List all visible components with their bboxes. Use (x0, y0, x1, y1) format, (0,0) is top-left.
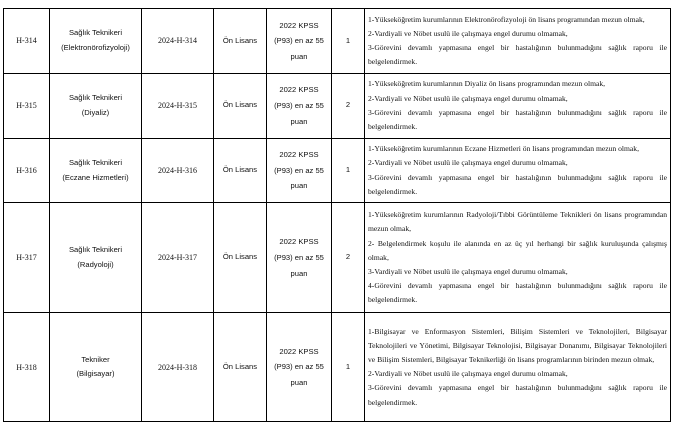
kpss-line: 2022 KPSS (279, 346, 319, 356)
position-title (50, 9, 142, 74)
position-code: H-317 (4, 203, 50, 313)
quota: 1 (332, 138, 365, 203)
education-level: Ön Lisans (214, 9, 267, 74)
position-code: H-318 (4, 313, 50, 422)
title-line: (Diyaliz) (81, 107, 110, 117)
table-row (4, 313, 671, 422)
table-row (4, 203, 671, 313)
kpss-requirement (267, 313, 332, 422)
title-line: Tekniker (81, 354, 110, 364)
education-level: Ön Lisans (214, 73, 267, 138)
kpss-requirement (267, 138, 332, 203)
requirement-item: 3-Vardiyali ve Nöbet usulü ile çalışmaya engel durumu olmamak, (368, 266, 568, 276)
kpss-requirement (267, 203, 332, 313)
quota: 1 (332, 313, 365, 422)
requirements (365, 203, 671, 313)
requirements (365, 73, 671, 138)
requirement-item: 3-Görevini devamlı yapmasına engel bir hastalığının bulunmadığını sağlık raporu ile belgelendirmek. (368, 42, 667, 67)
title-line: Sağlık Teknikeri (68, 245, 123, 255)
title-line: Sağlık Teknikeri (68, 158, 123, 168)
reference-number: 2024-H-314 (142, 9, 214, 74)
requirement-item: 1-Yükseköğretim kurumlarının Eczane Hizmetleri ön lisans programından mezun olmak, (368, 144, 639, 154)
requirement-item: 3-Görevini devamlı yapmasına engel bir hastalığının bulunmadığını sağlık raporu ile belgelendirmek. (368, 383, 667, 407)
kpss-line: 2022 KPSS (279, 237, 319, 247)
kpss-line: (P93) en az 55 (274, 36, 324, 46)
kpss-line: puan (290, 181, 308, 191)
reference-number: 2024-H-315 (142, 73, 214, 138)
education-level: Ön Lisans (214, 313, 267, 422)
position-title (50, 203, 142, 313)
quota: 1 (332, 9, 365, 74)
reference-number: 2024-H-318 (142, 313, 214, 422)
position-title (50, 313, 142, 422)
reference-number: 2024-H-317 (142, 203, 214, 313)
kpss-line: (P93) en az 55 (274, 100, 324, 110)
table-row (4, 9, 671, 74)
requirement-item: 2- Belgelendirmek koşulu ile alanında en az üç yıl herhangi bir sağlık kuruluşunda çalışmış olmak, (368, 238, 667, 262)
requirement-item: 3-Görevini devamlı yapmasına engel bir hastalığının bulunmadığını sağlık raporu ile belgelendirmek. (368, 107, 667, 131)
position-code: H-314 (4, 9, 50, 74)
requirement-item: 1-Bilgisayar ve Enformasyon Sistemleri, Bilişim Sistemleri ve Teknolojileri, Bilgisayar Teknolojileri ve Yönetimi, Bilgisayar Teknolojisi, Bilgisayar Donanımı, Bilgisayar Teknolojileri ve Bilişim Sistemleri, Bilgisayar Teknikerliği ön lisans programlarının birinden mezun olmak, (368, 326, 667, 364)
requirement-item: 1-Yükseköğretim kurumlarının Diyaliz ön lisans programından mezun olmak, (368, 79, 606, 89)
position-title (50, 138, 142, 203)
education-level: Ön Lisans (214, 203, 267, 313)
requirement-item: 2-Vardiyali ve Nöbet usulü ile çalışmaya engel durumu olmamak, (368, 28, 568, 38)
quota: 2 (332, 203, 365, 313)
kpss-line: (P93) en az 55 (274, 362, 324, 372)
kpss-line: (P93) en az 55 (274, 253, 324, 263)
kpss-line: puan (290, 51, 308, 61)
kpss-line: puan (290, 116, 308, 126)
table-row (4, 138, 671, 203)
kpss-line: 2022 KPSS (279, 20, 319, 30)
requirements (365, 138, 671, 203)
requirement-item: 2-Vardiyali ve Nöbet usulü ile çalışmaya engel durumu olmamak, (368, 158, 568, 168)
requirement-item: 3-Görevini devamlı yapmasına engel bir hastalığının bulunmadığını sağlık raporu ile belgelendirmek. (368, 172, 667, 196)
requirement-item: 4-Görevini devamlı yapmasına engel bir hastalığının bulunmadığını sağlık raporu ile belgelendirmek. (368, 281, 667, 305)
requirements (365, 9, 671, 74)
kpss-requirement (267, 9, 332, 74)
kpss-requirement (267, 73, 332, 138)
requirement-item: 2-Vardiyali ve Nöbet usulü ile çalışmaya engel durumu olmamak, (368, 369, 568, 379)
title-line: Sağlık Teknikeri (68, 93, 123, 103)
kpss-line: puan (290, 377, 308, 387)
kpss-line: 2022 KPSS (279, 85, 319, 95)
requirement-item: 1-Yükseköğretim kurumlarının Radyoloji/Tıbbi Görüntüleme Teknikleri ön lisans programından mezun olmak, (368, 210, 667, 234)
kpss-line: puan (290, 268, 308, 278)
positions-table (3, 8, 671, 422)
requirements (365, 313, 671, 422)
quota: 2 (332, 73, 365, 138)
reference-number: 2024-H-316 (142, 138, 214, 203)
position-code: H-315 (4, 73, 50, 138)
title-line: (Bilgisayar) (76, 369, 115, 379)
table-row (4, 73, 671, 138)
requirement-item: 2-Vardiyali ve Nöbet usulü ile çalışmaya engel durumu olmamak, (368, 93, 568, 103)
title-line: (Radyoloji) (77, 259, 114, 269)
requirement-item: 1-Yükseköğretim kurumlarının Elektronörofizyoloji ön lisans programından mezun olmak, (368, 14, 645, 24)
position-title (50, 73, 142, 138)
title-line: (Eczane Hizmetleri) (62, 172, 129, 182)
position-code: H-316 (4, 138, 50, 203)
kpss-line: (P93) en az 55 (274, 165, 324, 175)
title-line: Sağlık Teknikeri (68, 28, 123, 38)
title-line: (Elektronörofizyoloji) (61, 42, 130, 52)
kpss-line: 2022 KPSS (279, 150, 319, 160)
education-level: Ön Lisans (214, 138, 267, 203)
